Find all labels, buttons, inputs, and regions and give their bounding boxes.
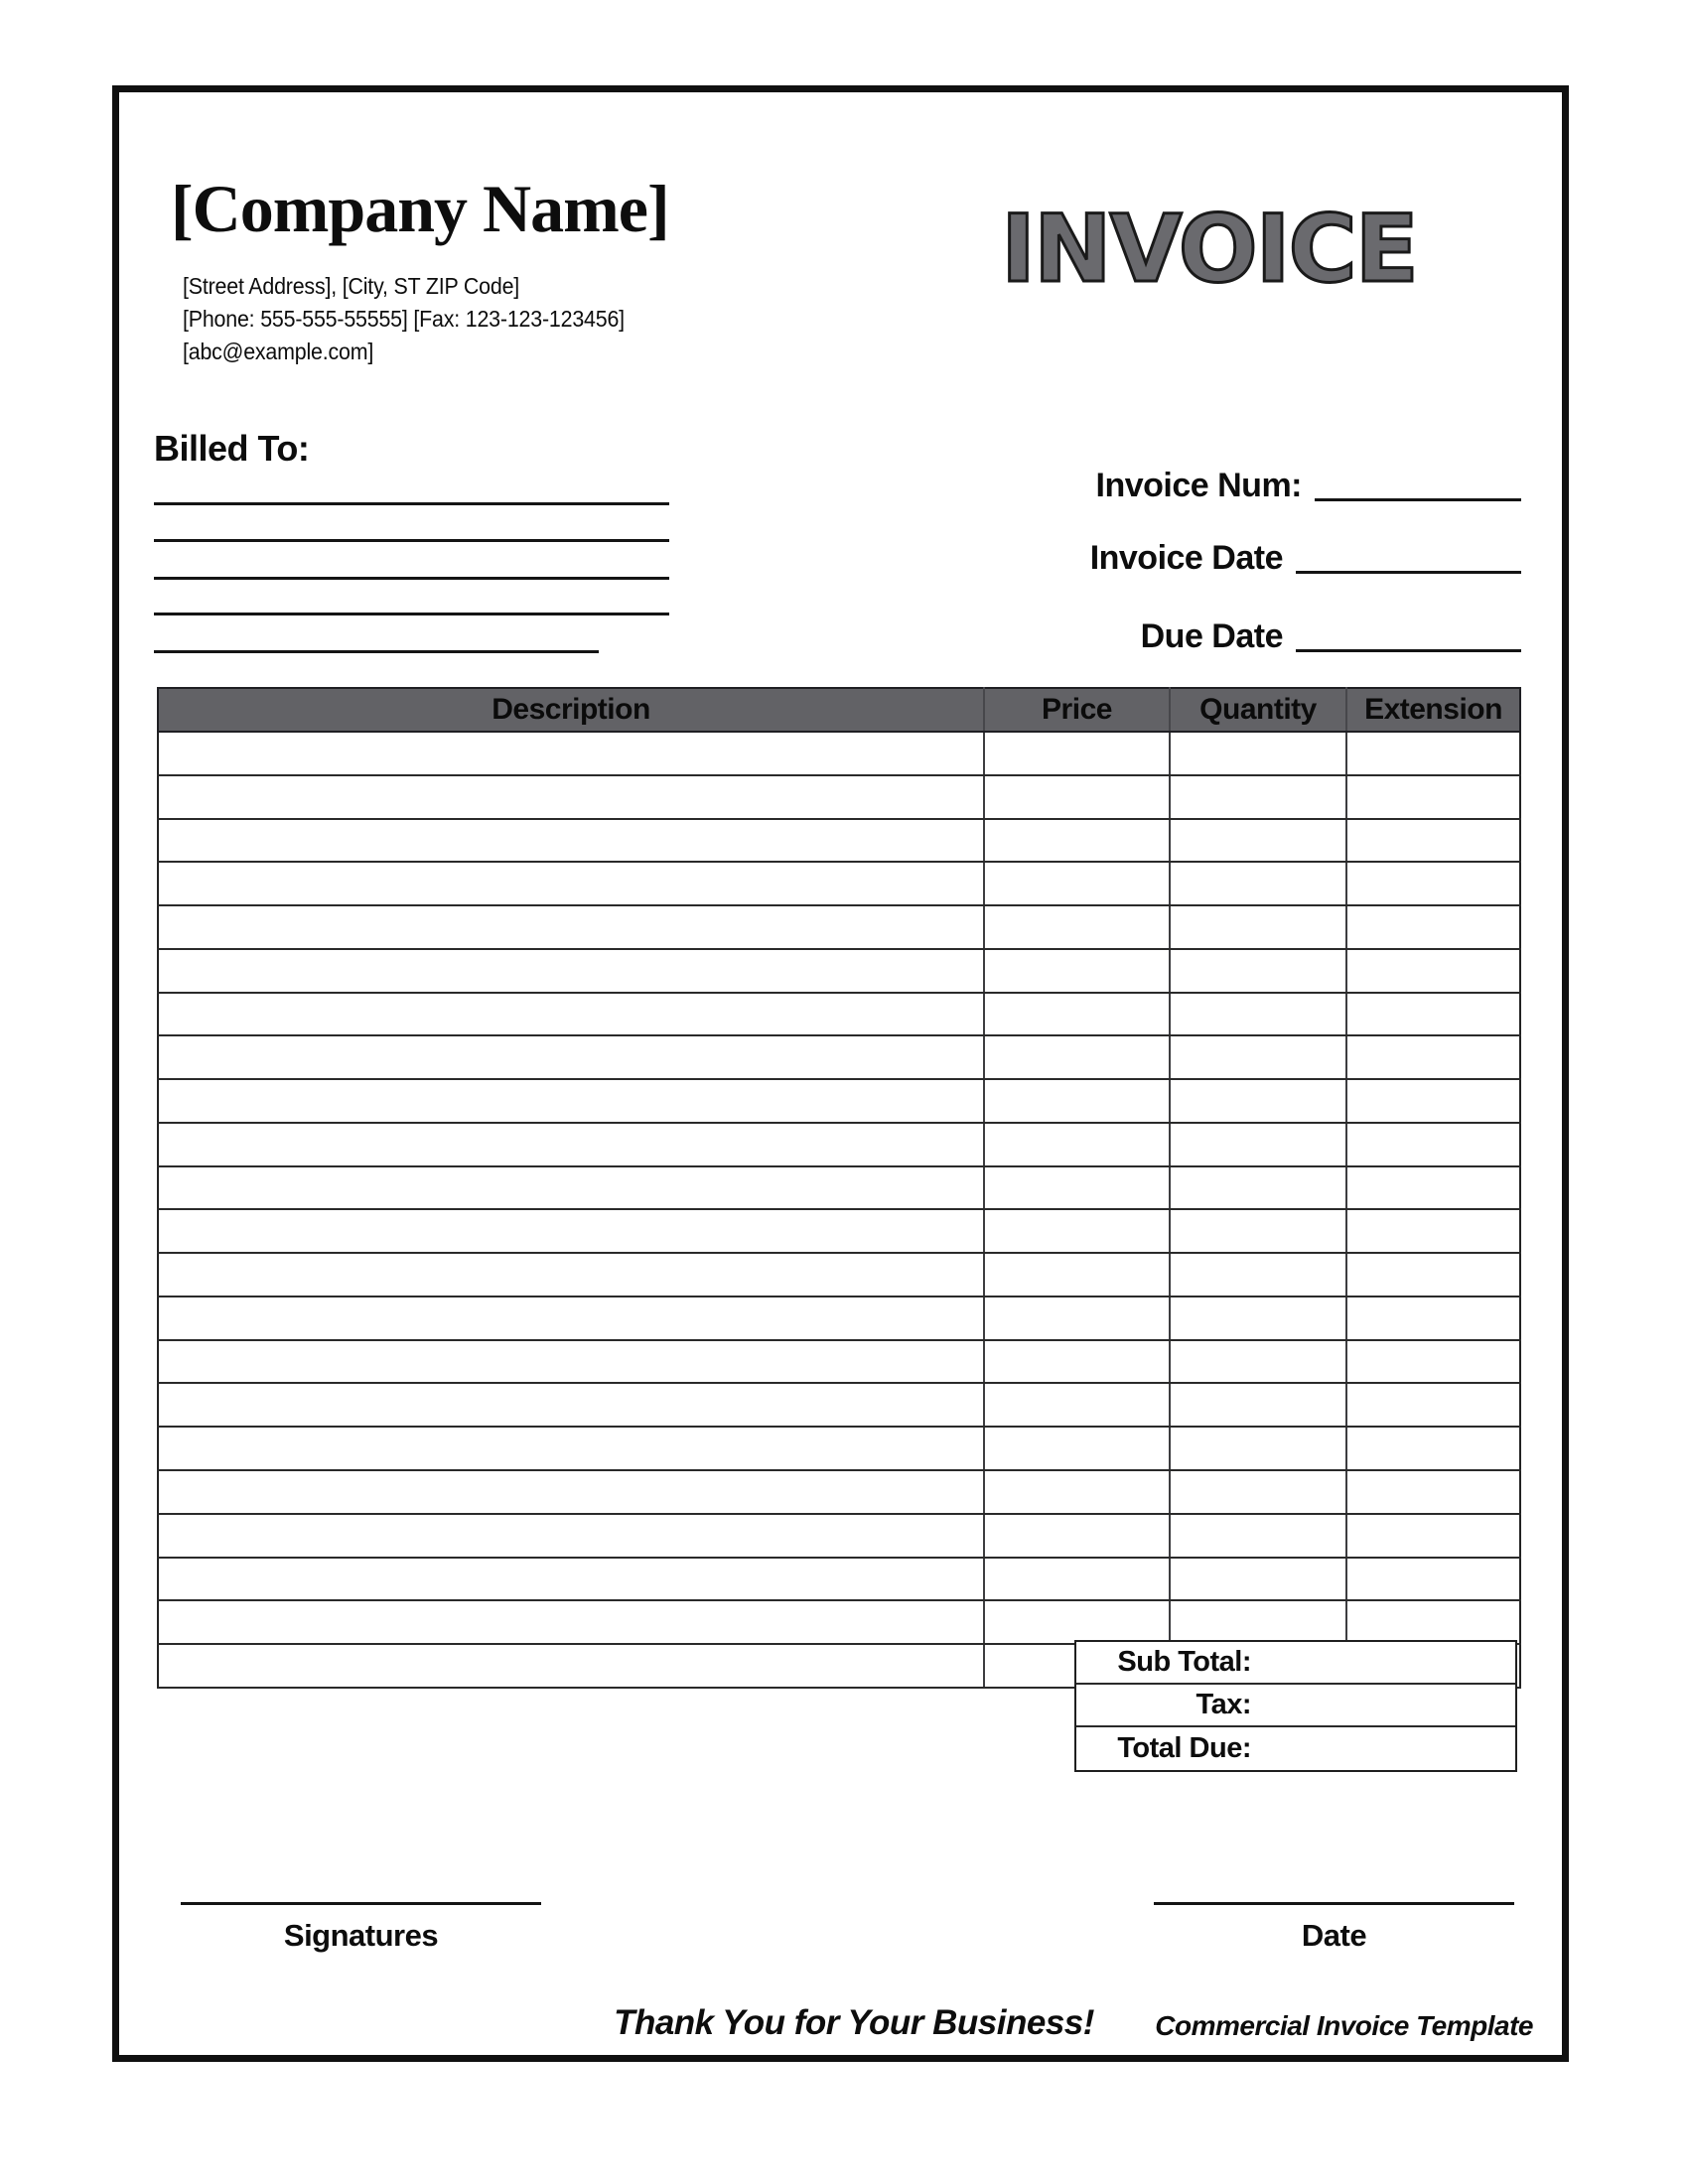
item-cell-quantity	[1170, 993, 1346, 1036]
invoice-date-blank-line	[1296, 571, 1521, 574]
items-table-header-extension: Extension	[1346, 688, 1520, 732]
item-cell-extension	[1346, 775, 1520, 819]
item-cell-quantity	[1170, 1340, 1346, 1384]
item-cell-price	[984, 732, 1170, 775]
item-cell-description	[158, 1123, 984, 1166]
item-cell-quantity	[1170, 1383, 1346, 1427]
item-cell-description	[158, 1209, 984, 1253]
item-cell-description	[158, 949, 984, 993]
item-cell-quantity	[1170, 905, 1346, 949]
due-date-row	[1141, 619, 1521, 653]
item-cell-quantity	[1170, 1079, 1346, 1123]
company-name: [Company Name]	[171, 171, 669, 246]
item-cell-price	[984, 949, 1170, 993]
company-address-line-3: [abc@example.com]	[183, 339, 374, 364]
item-cell-description	[158, 1644, 984, 1688]
billed-to-label: Billed To:	[154, 428, 310, 469]
item-cell-quantity	[1170, 819, 1346, 863]
item-cell-description	[158, 732, 984, 775]
item-cell-description	[158, 819, 984, 863]
item-cell-description	[158, 1600, 984, 1644]
billed-to-blank-line-1	[154, 502, 669, 505]
item-row	[158, 1600, 1520, 1644]
item-cell-quantity	[1170, 732, 1346, 775]
item-cell-extension	[1346, 1035, 1520, 1079]
invoice-date-row	[1090, 541, 1521, 575]
item-row	[158, 819, 1520, 863]
item-cell-description	[158, 1079, 984, 1123]
invoice-date-label: Invoice Date	[1089, 539, 1283, 577]
item-cell-price	[984, 1340, 1170, 1384]
item-cell-price	[984, 1209, 1170, 1253]
subtotal-label: Sub Total:	[1117, 1646, 1251, 1678]
item-cell-description	[158, 1470, 984, 1514]
item-row	[158, 1297, 1520, 1340]
totals-box	[1074, 1640, 1517, 1772]
due-date-blank-line	[1296, 649, 1521, 652]
item-row	[158, 905, 1520, 949]
item-row	[158, 732, 1520, 775]
item-cell-extension	[1346, 1340, 1520, 1384]
item-cell-extension	[1346, 819, 1520, 863]
billed-to-blank-line-5	[154, 650, 599, 653]
item-cell-extension	[1346, 1600, 1520, 1644]
item-cell-quantity	[1170, 1427, 1346, 1470]
subtotal-row	[1076, 1642, 1515, 1685]
item-row	[158, 1470, 1520, 1514]
item-cell-extension	[1346, 1123, 1520, 1166]
item-cell-extension	[1346, 732, 1520, 775]
item-cell-price	[984, 1035, 1170, 1079]
item-cell-description	[158, 1514, 984, 1558]
tax-label: Tax:	[1196, 1689, 1251, 1720]
date-blank-line	[1154, 1902, 1514, 1905]
due-date-label: Due Date	[1140, 617, 1283, 655]
item-cell-extension	[1346, 1558, 1520, 1601]
invoice-title: INVOICE	[1001, 196, 1417, 304]
item-cell-description	[158, 775, 984, 819]
item-cell-extension	[1346, 993, 1520, 1036]
thank-you-message: Thank You for Your Business!	[614, 2003, 1094, 2042]
item-cell-price	[984, 905, 1170, 949]
items-table-header-description: Description	[158, 688, 984, 732]
billed-to-blank-line-3	[154, 577, 669, 580]
item-cell-extension	[1346, 1383, 1520, 1427]
item-row	[158, 1209, 1520, 1253]
item-cell-description	[158, 905, 984, 949]
invoice-number-row	[1096, 469, 1521, 502]
item-cell-quantity	[1170, 949, 1346, 993]
item-cell-description	[158, 993, 984, 1036]
total-due-row	[1076, 1727, 1515, 1770]
item-cell-extension	[1346, 1079, 1520, 1123]
item-row	[158, 1253, 1520, 1297]
item-cell-extension	[1346, 905, 1520, 949]
item-row	[158, 1079, 1520, 1123]
item-cell-quantity	[1170, 1600, 1346, 1644]
item-cell-description	[158, 1253, 984, 1297]
item-cell-extension	[1346, 1470, 1520, 1514]
item-cell-description	[158, 1558, 984, 1601]
item-cell-description	[158, 1340, 984, 1384]
billed-to-blank-line-2	[154, 539, 669, 542]
item-row	[158, 1558, 1520, 1601]
tax-row	[1076, 1685, 1515, 1727]
item-cell-price	[984, 1297, 1170, 1340]
item-cell-price	[984, 819, 1170, 863]
item-cell-extension	[1346, 862, 1520, 905]
item-cell-price	[984, 1470, 1170, 1514]
items-table-header-quantity: Quantity	[1170, 688, 1346, 732]
item-cell-price	[984, 1166, 1170, 1210]
item-row	[158, 949, 1520, 993]
item-cell-extension	[1346, 1514, 1520, 1558]
item-cell-description	[158, 1427, 984, 1470]
signature-blank-line	[181, 1902, 541, 1905]
company-address	[183, 270, 625, 368]
item-cell-description	[158, 862, 984, 905]
item-cell-price	[984, 1427, 1170, 1470]
item-cell-price	[984, 775, 1170, 819]
item-row	[158, 993, 1520, 1036]
item-cell-quantity	[1170, 1558, 1346, 1601]
items-table-header-row	[158, 688, 1520, 732]
item-row	[158, 1383, 1520, 1427]
item-cell-quantity	[1170, 1209, 1346, 1253]
item-cell-quantity	[1170, 1470, 1346, 1514]
item-cell-extension	[1346, 1166, 1520, 1210]
total-due-label: Total Due:	[1117, 1732, 1251, 1764]
item-row	[158, 1427, 1520, 1470]
item-row	[158, 1340, 1520, 1384]
item-cell-quantity	[1170, 1166, 1346, 1210]
invoice-number-blank-line	[1315, 498, 1521, 501]
item-row	[158, 1035, 1520, 1079]
item-cell-quantity	[1170, 862, 1346, 905]
item-cell-price	[984, 1123, 1170, 1166]
item-cell-quantity	[1170, 1514, 1346, 1558]
item-row	[158, 862, 1520, 905]
signature-label: Signatures	[283, 1918, 439, 1953]
items-table	[157, 687, 1519, 1689]
item-cell-extension	[1346, 1297, 1520, 1340]
item-cell-description	[158, 1297, 984, 1340]
item-cell-extension	[1346, 1427, 1520, 1470]
template-title: Commercial Invoice Template	[1155, 2010, 1533, 2041]
item-row	[158, 1514, 1520, 1558]
item-cell-description	[158, 1166, 984, 1210]
company-address-line-1: [Street Address], [City, ST ZIP Code]	[183, 273, 520, 299]
item-cell-price	[984, 1079, 1170, 1123]
item-row	[158, 1166, 1520, 1210]
item-row	[158, 1123, 1520, 1166]
company-address-line-2: [Phone: 555-555-55555] [Fax: 123-123-123456]	[183, 306, 625, 332]
item-cell-quantity	[1170, 1297, 1346, 1340]
item-cell-quantity	[1170, 775, 1346, 819]
item-cell-description	[158, 1383, 984, 1427]
item-cell-price	[984, 1600, 1170, 1644]
item-row	[158, 775, 1520, 819]
item-cell-extension	[1346, 1253, 1520, 1297]
date-label: Date	[1301, 1918, 1367, 1953]
item-cell-price	[984, 993, 1170, 1036]
item-cell-price	[984, 1253, 1170, 1297]
item-cell-quantity	[1170, 1035, 1346, 1079]
item-cell-extension	[1346, 1209, 1520, 1253]
items-table-header-price: Price	[984, 688, 1170, 732]
item-cell-price	[984, 1558, 1170, 1601]
item-cell-quantity	[1170, 1253, 1346, 1297]
billed-to-blank-line-4	[154, 613, 669, 615]
invoice-number-label: Invoice Num:	[1095, 467, 1302, 504]
item-cell-price	[984, 862, 1170, 905]
item-cell-description	[158, 1035, 984, 1079]
item-cell-price	[984, 1514, 1170, 1558]
item-cell-quantity	[1170, 1123, 1346, 1166]
item-cell-extension	[1346, 949, 1520, 993]
item-cell-price	[984, 1383, 1170, 1427]
